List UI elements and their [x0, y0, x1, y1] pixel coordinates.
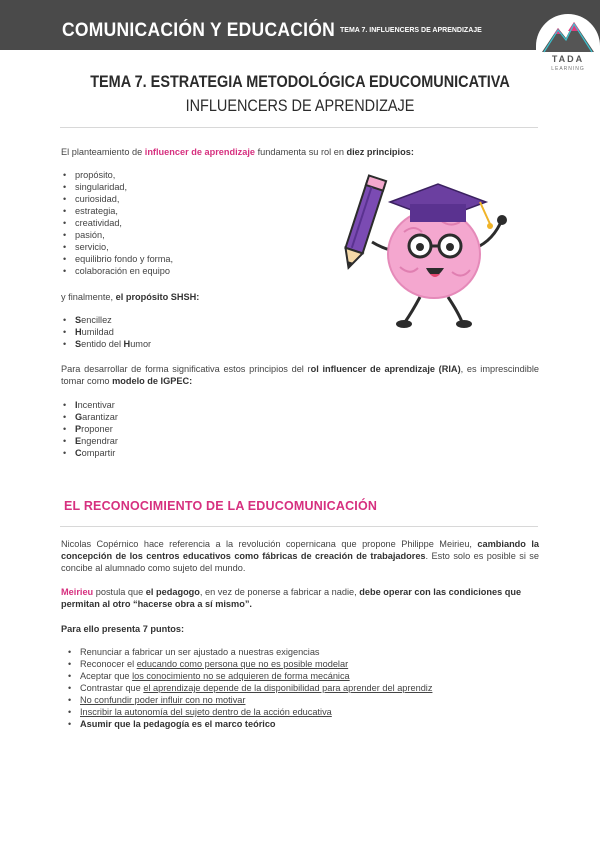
list-item: • Renunciar a fabricar un ser ajustado a nuestras exigencias — [66, 646, 432, 658]
list-item: • creatividad, — [61, 217, 173, 229]
points-list — [66, 646, 432, 730]
shsh-intro: y finalmente, el propósito SHSH: — [61, 292, 200, 302]
section-divider — [60, 526, 538, 527]
list-item: • equilibrio fondo y forma, — [61, 253, 173, 265]
pencil-icon — [340, 176, 386, 271]
list-item: • curiosidad, — [61, 193, 173, 205]
list-item: • Proponer — [61, 423, 118, 435]
list-item: • Humildad — [61, 326, 151, 338]
list-item: • estrategia, — [61, 205, 173, 217]
meirieu-paragraph: Meirieu postula que el pedagogo, en vez de ponerse a fabricar a nadie, debe operar con las condiciones que permitan al otro “hacerse obra a sí mismo”. — [61, 587, 522, 609]
points-intro: Para ello presenta 7 puntos: — [61, 624, 185, 634]
list-item: • Inscribir la autonomía del sujeto dentro de la acción educativa — [66, 706, 432, 718]
document-subtitle: INFLUENCERS DE APRENDIZAJE — [185, 96, 415, 115]
copernico-paragraph: Nicolas Copérnico hace referencia a la revolución copernicana que propone Philippe Meirieu, cambiando la concepción de los centros educativos como fábricas de creación de trabajadores. Esto solo es posible si se concibe al alumnado como sujeto del mundo. — [61, 539, 540, 573]
list-item: • Incentivar — [61, 399, 118, 411]
course-title: COMUNICACIÓN Y EDUCACIÓN — [62, 20, 336, 41]
list-item: • singularidad, — [61, 181, 173, 193]
principles-list — [61, 169, 173, 277]
list-item: • Sentido del Humor — [61, 338, 151, 350]
topic-label: TEMA 7. INFLUENCERS DE APRENDIZAJE — [340, 27, 482, 34]
igpec-list — [61, 399, 118, 459]
intro-paragraph: El planteamiento de influencer de aprendizaje fundamenta su rol en diez principios: — [61, 147, 414, 157]
brain-mascot-illustration — [330, 172, 520, 332]
list-item: • Aceptar que los conocimiento no se adquieren de forma mecánica — [66, 670, 432, 682]
list-item: • Contrastar que el aprendizaje depende de la disponibilidad para aprender del aprendiz — [66, 682, 432, 694]
list-item: • servicio, — [61, 241, 173, 253]
list-item: • Sencillez — [61, 314, 151, 326]
list-item: • Garantizar — [61, 411, 118, 423]
tada-logo — [536, 14, 600, 70]
document-title: TEMA 7. ESTRATEGIA METODOLÓGICA EDUCOMUNICATIVA — [90, 72, 510, 91]
header-bar — [0, 0, 600, 50]
ria-paragraph: Para desarrollar de forma significativa estos principios del rol influencer de aprendizaje (RIA), es imprescindible tomar como modelo de IGPEC: — [61, 364, 539, 386]
list-item: • pasión, — [61, 229, 173, 241]
list-item: • Reconocer el educando como persona que no es posible modelar — [66, 658, 432, 670]
list-item: • Asumir que la pedagogía es el marco teórico — [66, 718, 432, 730]
list-item: • Compartir — [61, 447, 118, 459]
title-divider — [60, 127, 538, 128]
list-item: • colaboración en equipo — [61, 265, 173, 277]
list-item: • propósito, — [61, 169, 173, 181]
shsh-list — [61, 314, 151, 350]
list-item: • Engendrar — [61, 435, 118, 447]
list-item: • No confundir poder influir con no motivar — [66, 694, 432, 706]
mountain-logo-icon — [536, 14, 600, 54]
section-title: EL RECONOCIMIENTO DE LA EDUCOMUNICACIÓN — [64, 499, 378, 513]
logo-brand: TADA — [551, 54, 585, 64]
logo-tagline: LEARNING — [551, 66, 585, 72]
